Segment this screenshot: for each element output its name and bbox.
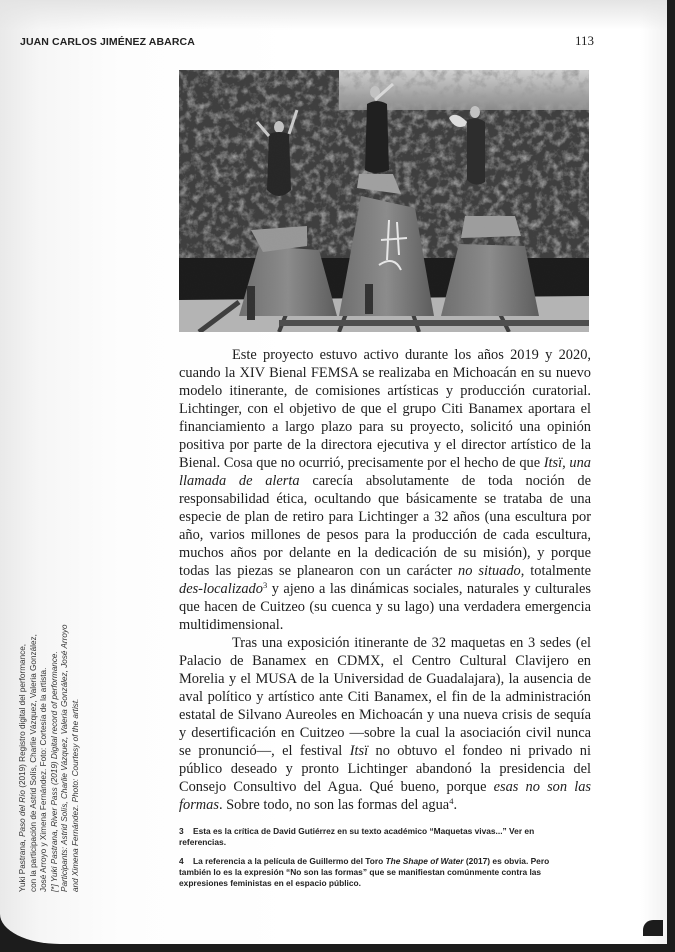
page-number: 113 (575, 33, 595, 48)
text-run: , totalmente (520, 563, 591, 579)
caption-en-line-2 (60, 512, 71, 892)
italic-des-localizado: des-localizado (179, 581, 263, 597)
text-run: . (453, 797, 458, 813)
caption-text: (2019) (49, 759, 59, 788)
caption-es-line-2: con la participación de Astrid Solís, Charlie Vázquez, Valeria González, (28, 634, 38, 892)
text-run: . Sobre todo, no son las formas del agua (218, 797, 450, 813)
caption-text: Participants: Astrid Solís, Charlie Vázquez, Valeria González, José Arroyo (60, 624, 69, 892)
text-run: no obtuvo el fondeo ni privado ni público deseado y pronto Lichtinger abandonó la presidencia del Consejo Consultivo del Agua. Qué bueno, porque (179, 743, 591, 795)
paragraph-2 (179, 634, 591, 814)
paragraph-1 (179, 346, 591, 634)
text-run: carecía absolutamente de toda noción de responsabilidad ética, ocultando que básicamente se trataba de una especie de plan de retiro para Lichtinger a 32 años (una escultura por año, varios millones de pesos para la producción de cada escultura, muchos años por delante en la dedicación de su misión), y porque todas las piezas se planearon con un carácter (179, 473, 591, 579)
italic-esas-no-son-las-formas: esas no son las formas (179, 779, 591, 813)
caption-text: [*] Yuki Pastrana, (49, 826, 59, 892)
caption-en-line-1 (50, 512, 61, 892)
text-run: Este proyecto estuvo activo durante los años 2019 y 2020, cuando la XIV Bienal FEMSA se realizaba en Michoacán en su nuevo modelo itinerante, de comisiones artísticas y producción curatorial. Lichtinger, con el objetivo de que el grupo Citi Banamex aportara el financiamiento a largo plazo para su proyecto, solicitó una opinión positiva por parte de la directora ejecutiva y el director artístico de la Bienal. Cosa que no ocurrió, precisamente por el hecho de que (179, 347, 591, 471)
figure-caption (18, 512, 82, 892)
caption-artwork-title: River Pass (49, 787, 59, 827)
caption-text: (2019) Registro digital del performance, (18, 643, 27, 791)
caption-text: and Ximena Fernández. Photo: Courtesy of the artist. (70, 698, 80, 892)
caption-es-line-3: José Arroyo y Ximena Fernández. Foto: Cortesía de la artista. (39, 667, 48, 892)
scan-shadow (0, 0, 667, 30)
italic-title-itsi: Itsï, una llamada de alerta (179, 455, 592, 489)
footnote-ref-3[interactable]: 3 (262, 580, 268, 590)
photo-performers-on-sculptures-icon (179, 70, 589, 332)
italic-no-situado: no situado (458, 563, 521, 579)
footnote-4 (179, 856, 551, 889)
running-head-author: JUAN CARLOS JIMÉNEZ ABARCA (20, 36, 195, 48)
text-run: y ajeno a las dinámicas sociales, naturales y culturales que hacen de Cuitzeo (su cuenca y su lago) una verdadera emergencia multidimensional. (179, 581, 591, 633)
footnote-text: La referencia a la película de Guillermo del Toro (193, 856, 386, 866)
footnote-number: 4 (179, 856, 184, 866)
text-run: Tras una exposición itinerante de 32 maquetas en 3 sedes (el Palacio de Banamex en CDMX, el Centro Cultural Clavijero en Morelia y el MUSA de la Universidad de Guadalajara), la ausencia de aval político y artístico ante Citi Banamex, el fin de la administración estatal de Silvano Aureoles en Michoacán y una nueva crisis de sequía y desertificación en Cuitzeo —sobre la cual la asociación civil nunca se pronunció—, el festival (179, 635, 591, 759)
scan-edge (643, 920, 663, 936)
footnote-text: (2017) es obvia. Pero también lo es la expresión “No son las formas” que se manifiestan comúnmente contra las expresiones feministas en el espacio público. (179, 856, 550, 888)
caption-text: Yuki Pastrana, (18, 836, 27, 892)
footnote-text: Esta es la crítica de David Gutiérrez en su texto académico “Maquetas vivas...” Ver en referencias. (179, 826, 535, 847)
caption-text: Digital record of performance. (49, 651, 59, 760)
caption-en-line-3 (71, 512, 82, 892)
caption-es-line-1 (18, 512, 29, 892)
footnotes (179, 826, 551, 897)
footnote-3 (179, 826, 551, 848)
footnote-number: 3 (179, 826, 184, 836)
footnote-ref-4[interactable]: 4 (449, 796, 454, 806)
figure-photo (179, 70, 589, 332)
italic-itsi: Itsï (349, 743, 369, 759)
body-text (179, 346, 591, 814)
film-title: The Shape of Water (385, 856, 464, 866)
caption-artwork-title: Paso del Río (18, 790, 27, 837)
